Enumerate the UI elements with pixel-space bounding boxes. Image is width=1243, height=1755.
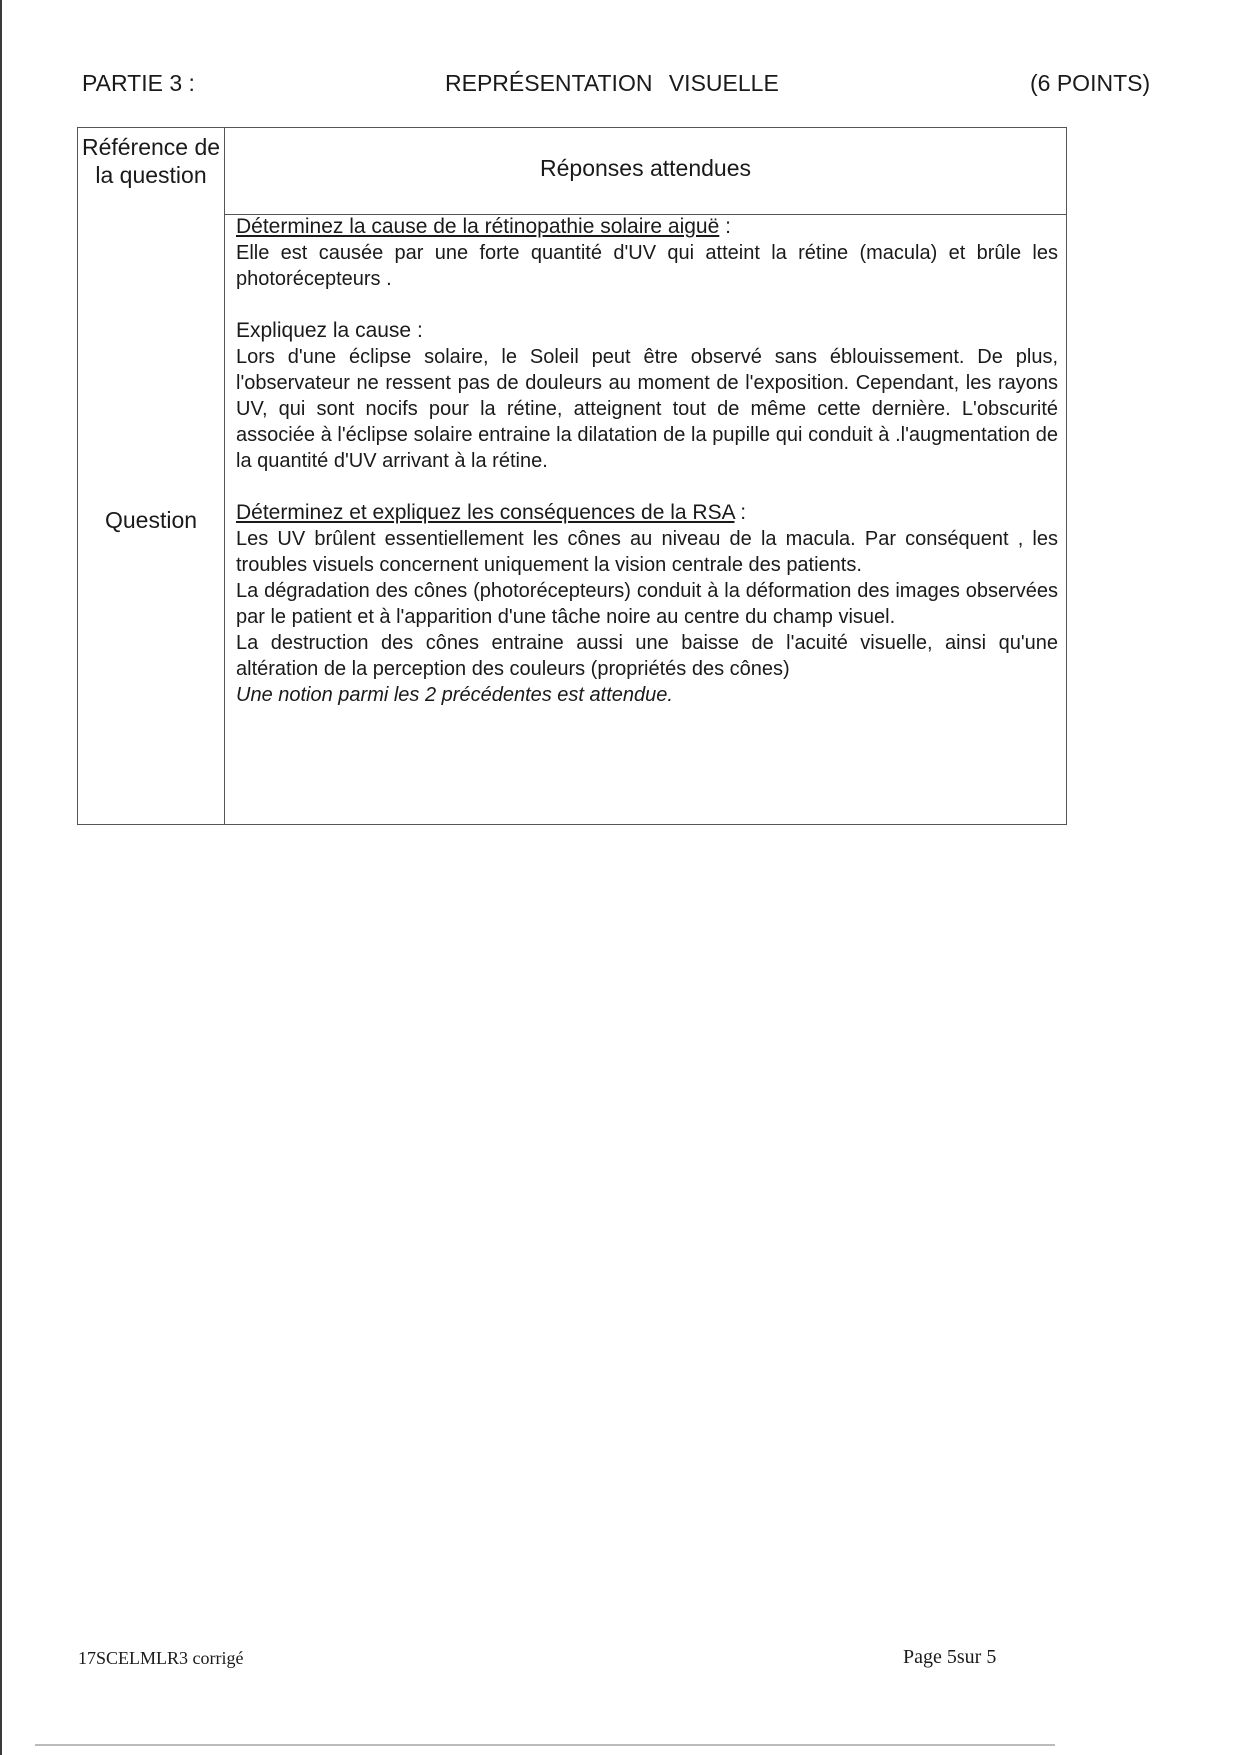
section-heading-consequences: Déterminez et expliquez les conséquences de la RSA : xyxy=(236,501,747,524)
consequences-paragraph-3: La destruction des cônes entraine aussi une baisse de l'acuité visuelle, ainsi qu'une altération de la perception des couleurs (propriétés des cônes) xyxy=(236,632,1058,680)
bottom-rule xyxy=(35,1744,1055,1746)
expected-answers xyxy=(236,214,1058,708)
section-text-cause: Elle est causée par une forte quantité d'UV qui atteint la rétine (macula) et brûle les photorécepteurs . xyxy=(236,242,1058,290)
part-points: (6 POINTS) xyxy=(1030,70,1151,96)
document-code: 17SCELMLR3 corrigé xyxy=(78,1648,244,1668)
table-column-divider xyxy=(224,128,225,824)
section-heading-cause: Déterminez la cause de la rétinopathie solaire aiguë : xyxy=(236,215,731,238)
consequences-paragraph-1: Les UV brûlent essentiellement les cônes au niveau de la macula. Par conséquent , les troubles visuels concernent uniquement la vision centrale des patients. xyxy=(236,528,1058,576)
responses-column-header: Réponses attendues xyxy=(540,155,751,181)
consequences-paragraph-2: La dégradation des cônes (photorécepteurs) conduit à la déformation des images observées par le patient et à l'apparition d'une tâche noire au centre du champ visuel. xyxy=(236,580,1058,628)
answer-table xyxy=(77,127,1067,825)
page-number: Page 5sur 5 xyxy=(903,1646,997,1668)
part-label: PARTIE 3 : xyxy=(82,70,195,96)
section-heading-explanation: Expliquez la cause : xyxy=(236,319,423,342)
section-text-explanation: Lors d'une éclipse solaire, le Soleil peut être observé sans éblouissement. De plus, l'observateur ne ressent pas de douleurs au moment de l'exposition. Cependant, les rayons UV, qui sont nocifs pour la rétine, atteignent tout de même cette dernière. L'obscurité associée à l'éclipse solaire entraine la dilatation de la pupille qui conduit à .l'augmentation de la quantité d'UV arrivant à la rétine. xyxy=(236,346,1058,472)
reference-column-header: Référence de la question xyxy=(81,134,221,188)
part-title: REPRÉSENTATION VISUELLE xyxy=(445,70,779,96)
page-header xyxy=(0,70,1243,100)
question-reference-label: Question xyxy=(104,507,198,533)
consequences-note: Une notion parmi les 2 précédentes est attendue. xyxy=(236,684,673,706)
page-left-edge xyxy=(0,0,2,1755)
